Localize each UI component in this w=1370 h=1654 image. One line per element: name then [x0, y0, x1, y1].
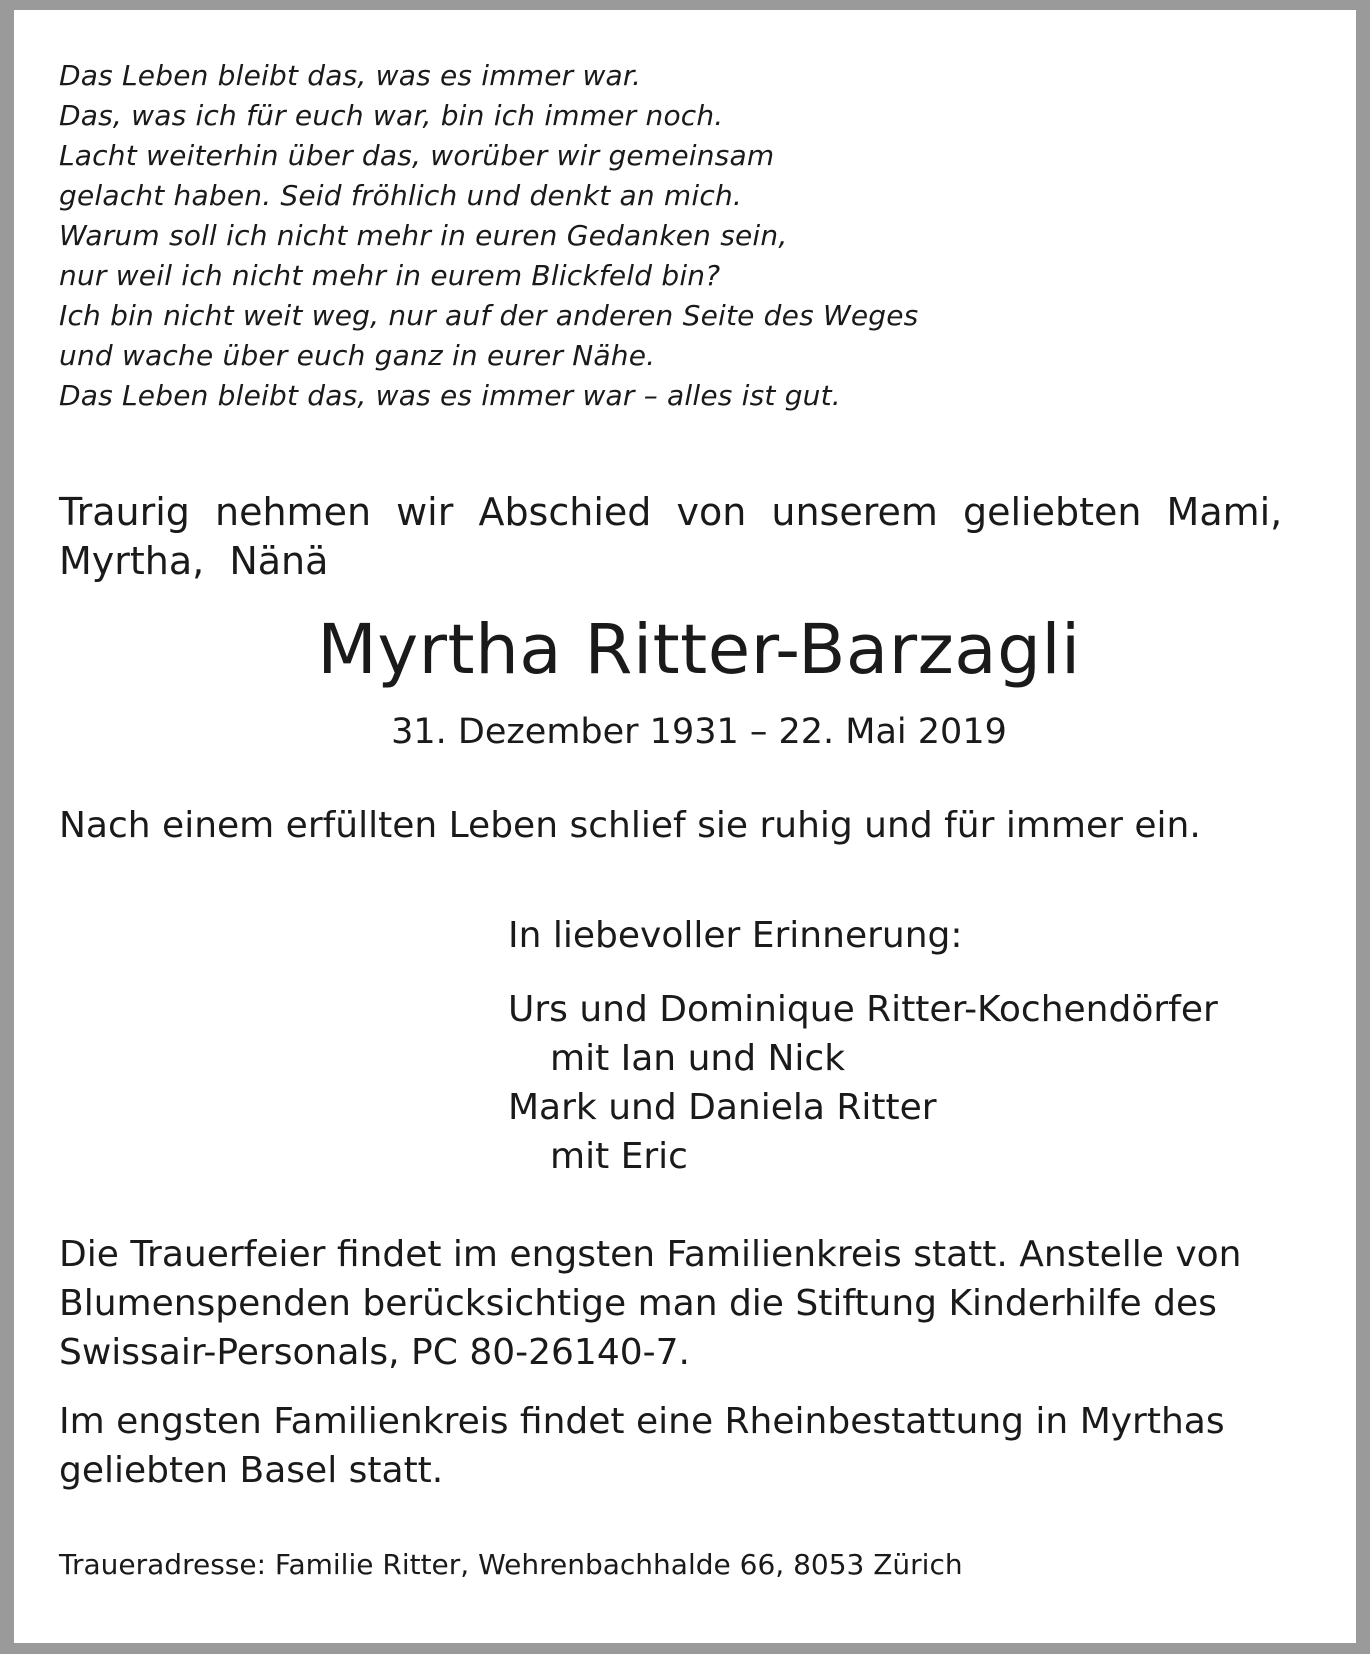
funeral-notice — [59, 1230, 1241, 1377]
mourning-address: Traueradresse: Familie Ritter, Wehrenbachhalde 66, 8053 Zürich — [59, 1548, 963, 1581]
burial-notice — [59, 1397, 1225, 1495]
poem — [59, 56, 918, 416]
intro-line-2: Myrtha, Nänä — [59, 539, 329, 583]
intro-line-1: Traurig nehmen wir Abschied von unserem geliebten Mami, — [59, 490, 1283, 534]
poem-line: Das Leben bleibt das, was es immer war. — [59, 59, 642, 92]
poem-line: gelacht haben. Seid fröhlich und denkt an mich. — [59, 179, 743, 212]
poem-line: Lacht weiterhin über das, worüber wir gemeinsam — [59, 139, 775, 172]
mourner-children: mit Ian und Nick — [550, 1038, 846, 1079]
poem-line: Ich bin nicht weit weg, nur auf der anderen Seite des Weges — [59, 299, 919, 332]
mourner: Mark und Daniela Ritter — [508, 1087, 937, 1128]
deceased-name: Myrtha Ritter-Barzagli — [317, 610, 1081, 690]
intro-text — [59, 488, 1319, 586]
mourners-list — [508, 985, 1218, 1181]
poem-line: nur weil ich nicht mehr in eurem Blickfeld bin? — [59, 259, 721, 292]
funeral-notice-line: Blumenspenden berücksichtige man die Stiftung Kinderhilfe des — [59, 1283, 1217, 1324]
burial-notice-line: Im engsten Familienkreis findet eine Rheinbestattung in Myrthas — [59, 1401, 1225, 1442]
funeral-notice-line: Die Trauerfeier findet im engsten Familienkreis statt. Anstelle von — [59, 1234, 1242, 1275]
poem-line: Warum soll ich nicht mehr in euren Gedanken sein, — [59, 219, 788, 252]
funeral-notice-line: Swissair-Personals, PC 80-26140-7. — [59, 1332, 690, 1373]
poem-line: Das Leben bleibt das, was es immer war – alles ist gut. — [59, 379, 841, 412]
obituary-page — [14, 10, 1356, 1643]
memory-heading: In liebevoller Erinnerung: — [508, 915, 963, 956]
mourner: Urs und Dominique Ritter-Kochendörfer — [508, 989, 1218, 1030]
burial-notice-line: geliebten Basel statt. — [59, 1450, 444, 1491]
sleep-text: Nach einem erfüllten Leben schlief sie ruhig und für immer ein. — [59, 805, 1201, 846]
mourner-children: mit Eric — [550, 1136, 688, 1177]
life-dates: 31. Dezember 1931 – 22. Mai 2019 — [391, 712, 1007, 752]
poem-line: und wache über euch ganz in eurer Nähe. — [59, 339, 656, 372]
poem-line: Das, was ich für euch war, bin ich immer noch. — [59, 99, 724, 132]
